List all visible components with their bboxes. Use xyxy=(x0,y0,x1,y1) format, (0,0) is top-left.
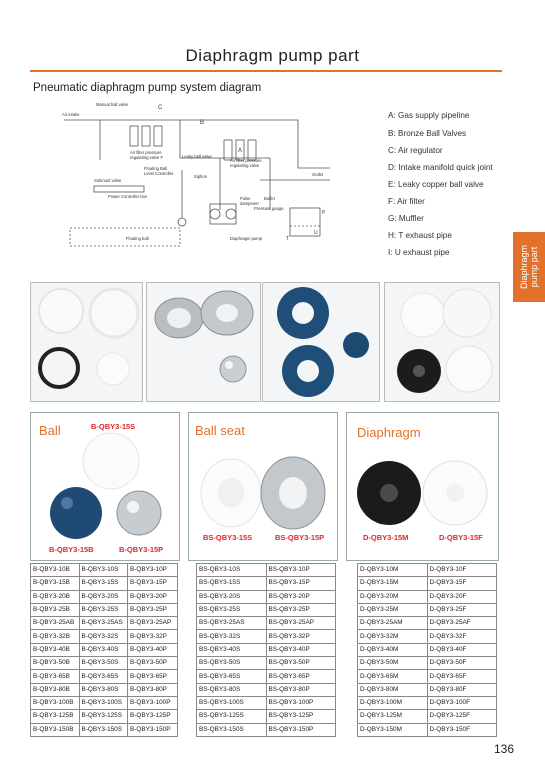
table-cell: D-QBY3-25AM xyxy=(358,617,428,630)
label-power-controller-box: Power Controller box xyxy=(108,194,148,199)
table-row xyxy=(358,603,497,616)
table-cell: B-QBY3-100S xyxy=(79,696,128,709)
page-number: 136 xyxy=(494,742,515,756)
system-diagram xyxy=(60,100,350,260)
table-cell: B-QBY3-25AB xyxy=(31,617,80,630)
table-cell: BS-QBY3-25P xyxy=(266,603,336,616)
photo-white-balls xyxy=(30,282,143,402)
table-row xyxy=(31,683,178,696)
table-cell: D-QBY3-50F xyxy=(427,657,497,670)
table-cell: BS-QBY3-32S xyxy=(197,630,267,643)
diaphragm-code-table-body xyxy=(358,564,497,737)
table-cell: BS-QBY3-20P xyxy=(266,590,336,603)
panel-title-ball: Ball xyxy=(39,423,61,438)
label-siphon: Siphon xyxy=(194,174,208,179)
table-cell: B-QBY3-10B xyxy=(31,564,80,577)
ball-code-table xyxy=(30,563,178,737)
side-tab-label: Diaphragm pump part xyxy=(519,244,539,290)
table-cell: BS-QBY3-65P xyxy=(266,670,336,683)
table-cell: B-QBY3-50S xyxy=(79,657,128,670)
table-cell: D-QBY3-80M xyxy=(358,683,428,696)
table-cell: D-QBY3-25F xyxy=(427,603,497,616)
table-cell: B-QBY3-40S xyxy=(79,643,128,656)
table-row xyxy=(31,670,178,683)
table-cell: B-QBY3-15S xyxy=(79,577,128,590)
table-row xyxy=(358,657,497,670)
table-cell: B-QBY3-40B xyxy=(31,643,80,656)
label-p: P xyxy=(322,210,326,216)
table-cell: B-QBY3-65P xyxy=(128,670,178,683)
label-outlet: Outlet xyxy=(312,172,324,177)
table-cell: BS-QBY3-40P xyxy=(266,643,336,656)
page-subtitle: Pneumatic diaphragm pump system diagram xyxy=(33,82,262,94)
table-row xyxy=(358,617,497,630)
table-cell: B-QBY3-100P xyxy=(128,696,178,709)
table-cell: B-QBY3-25AS xyxy=(79,617,128,630)
label-floating-ball: Floating ball xyxy=(126,236,149,241)
table-cell: B-QBY3-80S xyxy=(79,683,128,696)
table-cell: BS-QBY3-150P xyxy=(266,723,336,736)
table-cell: BS-QBY3-150S xyxy=(197,723,267,736)
table-cell: B-QBY3-125B xyxy=(31,710,80,723)
label-buffer: Buffer xyxy=(264,196,276,201)
label-air-filter-right: Air filter pressure regulating valve xyxy=(230,158,262,168)
table-cell: D-QBY3-125M xyxy=(358,710,428,723)
table-cell: B-QBY3-150S xyxy=(79,723,128,736)
label-c: C xyxy=(158,105,163,111)
photo-diaphragms xyxy=(384,282,500,402)
code-label: D-QBY3-15M xyxy=(363,533,409,542)
table-cell: D-QBY3-25M xyxy=(358,603,428,616)
table-row xyxy=(358,710,497,723)
table-cell: BS-QBY3-80S xyxy=(197,683,267,696)
table-cell: D-QBY3-32F xyxy=(427,630,497,643)
table-cell: BS-QBY3-100S xyxy=(197,696,267,709)
page-title: Diaphragm pump part xyxy=(185,46,360,65)
table-cell: B-QBY3-125S xyxy=(79,710,128,723)
table-cell: B-QBY3-125P xyxy=(128,710,178,723)
legend-item: A: Gas supply pipeline xyxy=(388,111,470,120)
table-cell: B-QBY3-32P xyxy=(128,630,178,643)
table-cell: D-QBY3-50M xyxy=(358,657,428,670)
table-cell: B-QBY3-150P xyxy=(128,723,178,736)
table-cell: B-QBY3-32S xyxy=(79,630,128,643)
table-cell: B-QBY3-50B xyxy=(31,657,80,670)
label-air-filter-left: Air filter pressure regulating valve F xyxy=(130,150,164,160)
table-cell: B-QBY3-25P xyxy=(128,603,178,616)
legend-item: F: Air filter xyxy=(388,197,425,206)
table-cell: D-QBY3-100M xyxy=(358,696,428,709)
table-row xyxy=(358,670,497,683)
table-cell: B-QBY3-100B xyxy=(31,696,80,709)
table-row xyxy=(197,603,336,616)
label-solenoid-valve: Solenoid valve xyxy=(94,178,122,183)
table-cell: B-QBY3-80B xyxy=(31,683,80,696)
label-t: T xyxy=(286,236,290,242)
label-pressure-gauge: Pressure gauge xyxy=(254,206,284,211)
table-cell: B-QBY3-25AP xyxy=(128,617,178,630)
table-cell: B-QBY3-32B xyxy=(31,630,80,643)
table-cell: D-QBY3-125F xyxy=(427,710,497,723)
legend-item: H: T exhaust pipe xyxy=(388,231,452,240)
table-cell: BS-QBY3-25S xyxy=(197,603,267,616)
table-cell: BS-QBY3-50S xyxy=(197,657,267,670)
table-cell: D-QBY3-80F xyxy=(427,683,497,696)
table-cell: B-QBY3-20B xyxy=(31,590,80,603)
table-cell: BS-QBY3-125P xyxy=(266,710,336,723)
code-label: B-QBY3-15B xyxy=(49,545,94,554)
panel-ball-seat xyxy=(188,412,338,561)
legend-item: D: Intake manifold quick joint xyxy=(388,163,493,172)
table-cell: BS-QBY3-10P xyxy=(266,564,336,577)
table-cell: B-QBY3-25B xyxy=(31,603,80,616)
table-cell: BS-QBY3-15S xyxy=(197,577,267,590)
table-cell: B-QBY3-10P xyxy=(128,564,178,577)
table-row xyxy=(197,617,336,630)
table-cell: BS-QBY3-80P xyxy=(266,683,336,696)
table-cell: D-QBY3-15F xyxy=(427,577,497,590)
table-row xyxy=(197,577,336,590)
table-cell: B-QBY3-40P xyxy=(128,643,178,656)
ball-seat-code-table xyxy=(196,563,336,737)
table-cell: D-QBY3-65F xyxy=(427,670,497,683)
ball-code-table-body xyxy=(31,564,178,737)
table-row xyxy=(31,696,178,709)
legend-item: G: Muffler xyxy=(388,214,424,223)
table-row xyxy=(358,590,497,603)
table-row xyxy=(197,657,336,670)
panel-title-diaphragm: Diaphragm xyxy=(357,425,421,440)
label-air-intake: Air intake xyxy=(62,112,80,117)
table-cell: BS-QBY3-40S xyxy=(197,643,267,656)
table-cell: D-QBY3-40M xyxy=(358,643,428,656)
table-cell: BS-QBY3-32P xyxy=(266,630,336,643)
table-row xyxy=(358,696,497,709)
table-cell: BS-QBY3-125S xyxy=(197,710,267,723)
table-cell: BS-QBY3-65S xyxy=(197,670,267,683)
table-cell: B-QBY3-20S xyxy=(79,590,128,603)
table-cell: B-QBY3-15B xyxy=(31,577,80,590)
table-cell: BS-QBY3-20S xyxy=(197,590,267,603)
code-label: B-QBY3-15P xyxy=(119,545,164,554)
table-cell: D-QBY3-10M xyxy=(358,564,428,577)
table-row xyxy=(197,590,336,603)
legend-item: B: Bronze Ball Valves xyxy=(388,129,467,138)
label-leaky-ball-valve: Leaky ball valve xyxy=(182,154,212,159)
table-row xyxy=(197,696,336,709)
table-cell: D-QBY3-150M xyxy=(358,723,428,736)
table-cell: BS-QBY3-10S xyxy=(197,564,267,577)
table-row xyxy=(358,683,497,696)
code-label: D-QBY3-15F xyxy=(439,533,483,542)
photo-steel-seats xyxy=(146,282,261,402)
panel-ball xyxy=(30,412,180,561)
legend-item: I: U exhaust pipe xyxy=(388,248,450,257)
table-cell: BS-QBY3-15P xyxy=(266,577,336,590)
table-row xyxy=(358,577,497,590)
table-cell: D-QBY3-40F xyxy=(427,643,497,656)
code-label: BS-QBY3-15S xyxy=(203,533,253,542)
table-row xyxy=(197,564,336,577)
panel-title-ball-seat: Ball seat xyxy=(195,423,245,438)
side-tab xyxy=(513,232,545,302)
table-cell: B-QBY3-15P xyxy=(128,577,178,590)
air-line xyxy=(64,120,330,168)
label-manual-ball-valve: Manual ball valve xyxy=(96,102,129,107)
code-label: B-QBY3-15S xyxy=(91,422,136,431)
label-diaphragm-pump: Diaphragm pump xyxy=(230,236,263,241)
ball-seat-code-table-body xyxy=(197,564,336,737)
table-row xyxy=(31,643,178,656)
label-floating-ball-controller: Floating Ball Level Controller xyxy=(144,166,174,176)
table-row xyxy=(358,643,497,656)
table-row xyxy=(197,630,336,643)
legend-item: E: Leaky copper ball valve xyxy=(388,180,484,189)
table-row xyxy=(31,617,178,630)
photo-blue-seats xyxy=(262,282,380,402)
table-cell: D-QBY3-25AF xyxy=(427,617,497,630)
table-row xyxy=(31,657,178,670)
table-row xyxy=(197,710,336,723)
table-row xyxy=(358,630,497,643)
code-label: BS-QBY3-15P xyxy=(275,533,325,542)
table-row xyxy=(358,723,497,736)
table-row xyxy=(31,590,178,603)
table-cell: BS-QBY3-25AP xyxy=(266,617,336,630)
table-cell: B-QBY3-25S xyxy=(79,603,128,616)
table-cell: B-QBY3-80P xyxy=(128,683,178,696)
label-a: A xyxy=(238,148,243,154)
table-row xyxy=(31,564,178,577)
table-cell: BS-QBY3-100P xyxy=(266,696,336,709)
label-b: B xyxy=(200,120,205,126)
table-cell: BS-QBY3-50P xyxy=(266,657,336,670)
table-row xyxy=(31,603,178,616)
table-cell: B-QBY3-65B xyxy=(31,670,80,683)
panel-diaphragm xyxy=(346,412,499,561)
table-cell: B-QBY3-50P xyxy=(128,657,178,670)
label-pulse-dampener: Pulse dampener xyxy=(240,196,259,206)
table-cell: D-QBY3-150F xyxy=(427,723,497,736)
label-u: U xyxy=(314,230,318,236)
table-row xyxy=(31,577,178,590)
table-cell: B-QBY3-65S xyxy=(79,670,128,683)
table-cell: D-QBY3-15M xyxy=(358,577,428,590)
table-cell: D-QBY3-10F xyxy=(427,564,497,577)
table-row xyxy=(197,643,336,656)
table-row xyxy=(197,670,336,683)
table-cell: D-QBY3-20M xyxy=(358,590,428,603)
table-cell: D-QBY3-100F xyxy=(427,696,497,709)
legend-item: C: Air regulator xyxy=(388,146,443,155)
table-row xyxy=(31,630,178,643)
table-cell: B-QBY3-10S xyxy=(79,564,128,577)
table-row xyxy=(197,683,336,696)
table-cell: B-QBY3-20P xyxy=(128,590,178,603)
table-row xyxy=(31,723,178,736)
diaphragm-code-table xyxy=(357,563,497,737)
ball-images xyxy=(31,413,179,560)
table-row xyxy=(358,564,497,577)
table-row xyxy=(197,723,336,736)
title-rule xyxy=(30,70,502,72)
table-row xyxy=(31,710,178,723)
table-cell: D-QBY3-32M xyxy=(358,630,428,643)
table-cell: B-QBY3-150B xyxy=(31,723,80,736)
table-cell: D-QBY3-20F xyxy=(427,590,497,603)
table-cell: BS-QBY3-25AS xyxy=(197,617,267,630)
table-cell: D-QBY3-65M xyxy=(358,670,428,683)
